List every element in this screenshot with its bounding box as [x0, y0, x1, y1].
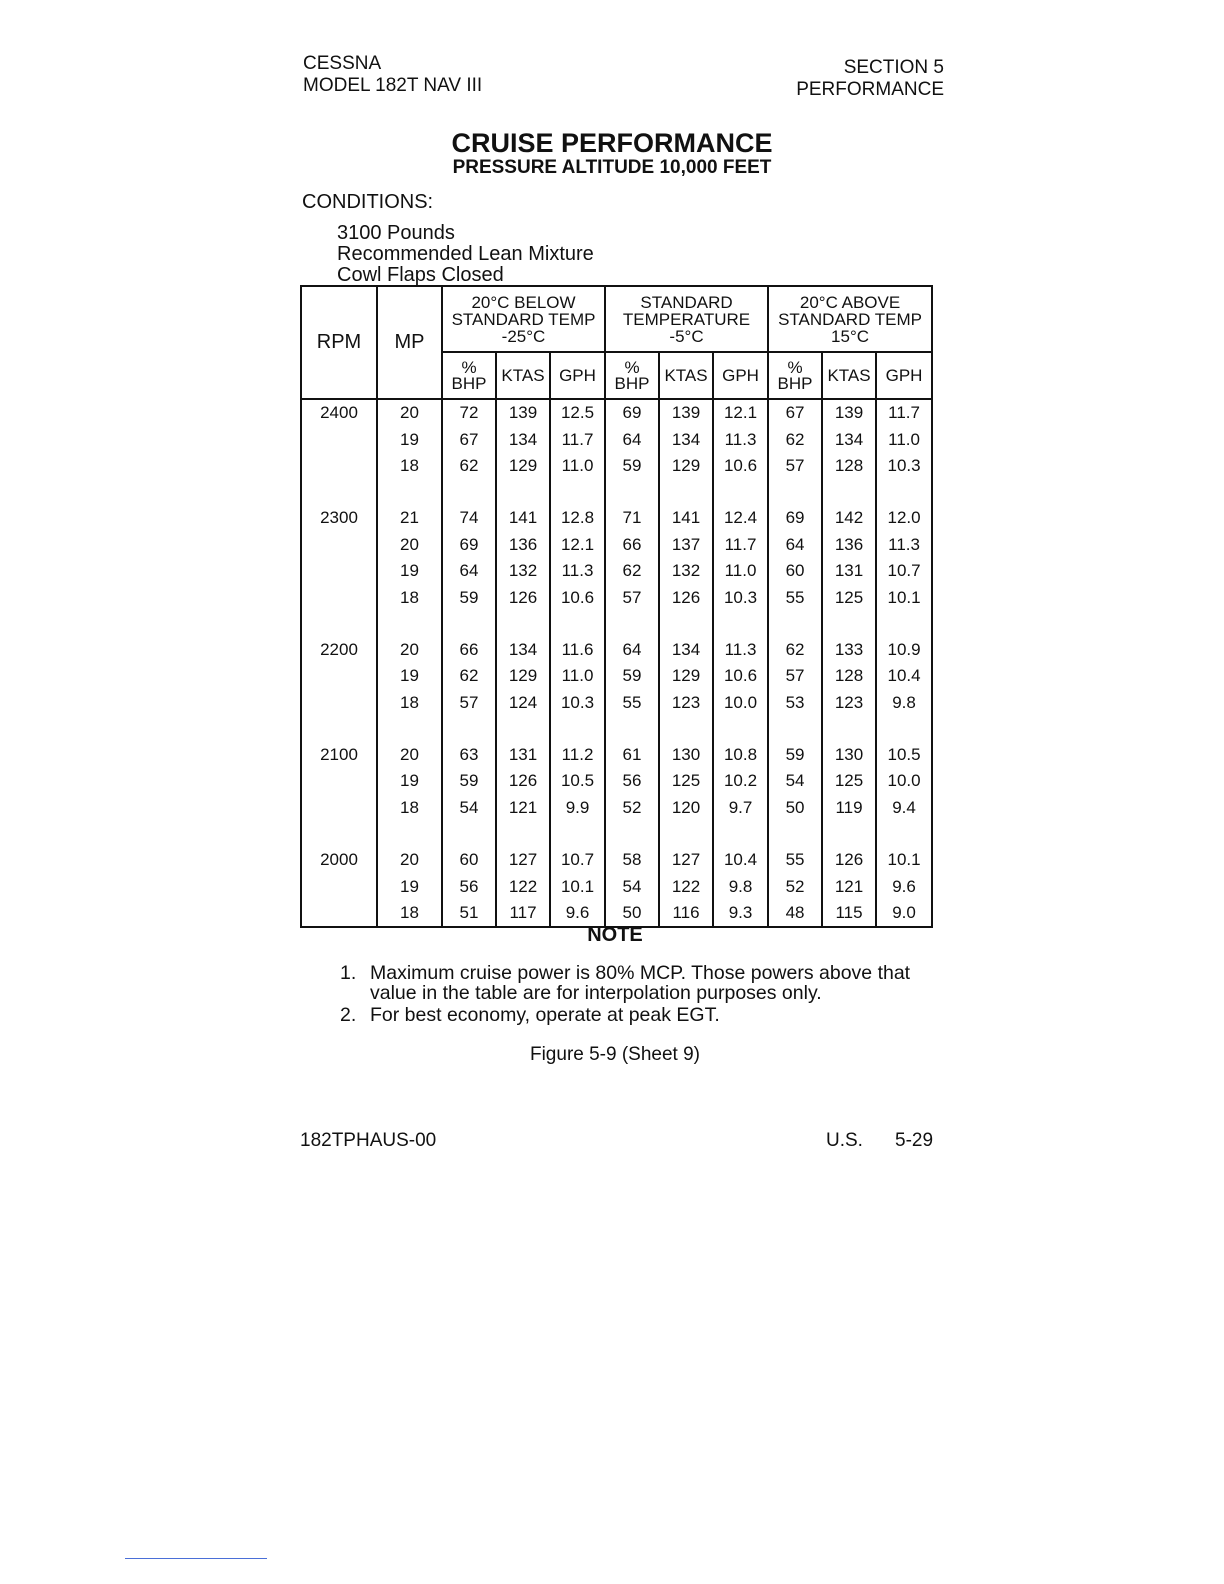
condition-mixture: Recommended Lean Mixture	[337, 243, 594, 265]
value-cell: 128	[822, 453, 876, 479]
table-row	[301, 768, 932, 794]
value-cell: 126	[496, 584, 550, 610]
value-cell: 51	[442, 900, 496, 927]
manufacturer: CESSNA	[303, 53, 382, 74]
value-cell: 59	[442, 584, 496, 610]
value-cell: 139	[496, 399, 550, 426]
group-standard-line1: STANDARD	[640, 292, 733, 312]
value-cell: 55	[768, 584, 822, 610]
value-cell: 11.0	[550, 453, 605, 479]
value-cell: 125	[659, 768, 713, 794]
spacer-cell	[876, 716, 932, 742]
group-header-above	[768, 286, 932, 352]
value-cell: 52	[768, 873, 822, 899]
value-cell: 11.0	[876, 426, 932, 452]
mp-cell: 19	[377, 663, 442, 689]
value-cell: 64	[605, 637, 659, 663]
value-cell: 123	[659, 690, 713, 716]
mp-cell: 18	[377, 795, 442, 821]
value-cell: 56	[605, 768, 659, 794]
value-cell: 134	[496, 637, 550, 663]
value-cell: 11.3	[550, 558, 605, 584]
mp-cell: 20	[377, 742, 442, 768]
value-cell: 11.7	[713, 532, 768, 558]
edition-label: U.S.	[826, 1130, 863, 1151]
value-cell: 10.7	[550, 847, 605, 873]
value-cell: 10.0	[876, 768, 932, 794]
value-cell: 10.4	[713, 847, 768, 873]
value-cell: 10.5	[876, 742, 932, 768]
group-below-line3: -25°C	[501, 326, 546, 346]
value-cell: 71	[605, 505, 659, 531]
value-cell: 129	[659, 453, 713, 479]
mp-cell: 18	[377, 900, 442, 927]
value-cell: 10.8	[713, 742, 768, 768]
value-cell: 126	[659, 584, 713, 610]
value-cell: 128	[822, 663, 876, 689]
value-cell: 122	[659, 873, 713, 899]
value-cell: 10.5	[550, 768, 605, 794]
value-cell: 63	[442, 742, 496, 768]
table-row	[301, 637, 932, 663]
value-cell: 64	[768, 532, 822, 558]
table-row	[301, 663, 932, 689]
value-cell: 12.4	[713, 505, 768, 531]
condition-weight: 3100 Pounds	[337, 222, 455, 244]
spacer-cell	[713, 479, 768, 505]
value-cell: 69	[442, 532, 496, 558]
value-cell: 127	[659, 847, 713, 873]
value-cell: 56	[442, 873, 496, 899]
table-row	[301, 795, 932, 821]
spacer-cell	[659, 479, 713, 505]
value-cell: 10.7	[876, 558, 932, 584]
value-cell: 132	[496, 558, 550, 584]
rpm-cell	[301, 532, 377, 558]
value-cell: 10.6	[713, 663, 768, 689]
value-cell: 62	[442, 663, 496, 689]
value-cell: 116	[659, 900, 713, 927]
spacer-cell	[377, 611, 442, 637]
value-cell: 10.3	[550, 690, 605, 716]
sub-header-bhp: % BHP	[442, 352, 496, 399]
spacer-row	[301, 611, 932, 637]
value-cell: 12.0	[876, 505, 932, 531]
mp-cell: 20	[377, 532, 442, 558]
spacer-cell	[768, 716, 822, 742]
spacer-cell	[876, 479, 932, 505]
value-cell: 57	[768, 663, 822, 689]
value-cell: 59	[442, 768, 496, 794]
group-header-standard	[605, 286, 768, 352]
value-cell: 10.6	[550, 584, 605, 610]
value-cell: 120	[659, 795, 713, 821]
value-cell: 137	[659, 532, 713, 558]
col-header-mp: MP	[377, 286, 442, 399]
spacer-cell	[876, 821, 932, 847]
rpm-cell	[301, 453, 377, 479]
spacer-cell	[496, 479, 550, 505]
table-row	[301, 453, 932, 479]
value-cell: 74	[442, 505, 496, 531]
rpm-cell	[301, 768, 377, 794]
spacer-cell	[301, 611, 377, 637]
header-left	[303, 53, 482, 97]
value-cell: 62	[605, 558, 659, 584]
table-row	[301, 426, 932, 452]
value-cell: 11.3	[876, 532, 932, 558]
value-cell: 142	[822, 505, 876, 531]
value-cell: 9.9	[550, 795, 605, 821]
group-standard-line3: -5°C	[669, 326, 704, 346]
value-cell: 64	[442, 558, 496, 584]
rpm-cell	[301, 873, 377, 899]
value-cell: 134	[659, 637, 713, 663]
spacer-cell	[822, 611, 876, 637]
value-cell: 134	[659, 426, 713, 452]
value-cell: 10.0	[713, 690, 768, 716]
value-cell: 60	[442, 847, 496, 873]
value-cell: 10.3	[876, 453, 932, 479]
sub-header-bhp: % BHP	[605, 352, 659, 399]
spacer-cell	[550, 821, 605, 847]
note-text: Maximum cruise power is 80% MCP. Those powers above that value in the table are for interpolation purposes only.	[370, 962, 911, 1004]
value-cell: 59	[768, 742, 822, 768]
value-cell: 124	[496, 690, 550, 716]
spacer-cell	[605, 479, 659, 505]
mp-cell: 18	[377, 453, 442, 479]
value-cell: 9.6	[550, 900, 605, 927]
value-cell: 10.9	[876, 637, 932, 663]
mp-cell: 19	[377, 426, 442, 452]
note-list	[340, 962, 940, 1026]
value-cell: 10.4	[876, 663, 932, 689]
value-cell: 9.7	[713, 795, 768, 821]
table-row	[301, 558, 932, 584]
value-cell: 57	[605, 584, 659, 610]
value-cell: 121	[822, 873, 876, 899]
sub-header-ktas: KTAS	[659, 352, 713, 399]
value-cell: 48	[768, 900, 822, 927]
value-cell: 62	[442, 453, 496, 479]
spacer-cell	[605, 716, 659, 742]
value-cell: 12.1	[713, 399, 768, 426]
value-cell: 54	[605, 873, 659, 899]
value-cell: 136	[822, 532, 876, 558]
spacer-cell	[822, 479, 876, 505]
spacer-cell	[377, 716, 442, 742]
value-cell: 11.6	[550, 637, 605, 663]
spacer-cell	[605, 821, 659, 847]
spacer-cell	[496, 821, 550, 847]
value-cell: 11.0	[713, 558, 768, 584]
rpm-cell: 2000	[320, 850, 358, 870]
value-cell: 125	[822, 584, 876, 610]
spacer-cell	[768, 611, 822, 637]
group-above-line3: 15°C	[831, 326, 870, 346]
page-subtitle: PRESSURE ALTITUDE 10,000 FEET	[452, 157, 772, 178]
spacer-cell	[301, 821, 377, 847]
value-cell: 117	[496, 900, 550, 927]
value-cell: 126	[496, 768, 550, 794]
spacer-cell	[822, 716, 876, 742]
page-number: 5-29	[895, 1130, 934, 1151]
value-cell: 127	[496, 847, 550, 873]
group-above-line2: STANDARD TEMP	[778, 309, 922, 329]
spacer-cell	[377, 821, 442, 847]
value-cell: 129	[496, 663, 550, 689]
value-cell: 129	[659, 663, 713, 689]
table-row	[301, 399, 932, 426]
mp-cell: 20	[377, 637, 442, 663]
value-cell: 69	[605, 399, 659, 426]
sub-header-ktas: KTAS	[496, 352, 550, 399]
value-cell: 11.7	[550, 426, 605, 452]
value-cell: 129	[496, 453, 550, 479]
group-above-line1: 20°C ABOVE	[799, 292, 901, 312]
value-cell: 121	[496, 795, 550, 821]
value-cell: 9.3	[713, 900, 768, 927]
value-cell: 9.4	[876, 795, 932, 821]
value-cell: 9.8	[876, 690, 932, 716]
spacer-cell	[768, 479, 822, 505]
sub-header-bhp: % BHP	[768, 352, 822, 399]
value-cell: 125	[822, 768, 876, 794]
table-row	[301, 847, 932, 873]
spacer-cell	[550, 716, 605, 742]
spacer-cell	[713, 611, 768, 637]
spacer-cell	[377, 479, 442, 505]
spacer-cell	[713, 716, 768, 742]
section-title: PERFORMANCE	[796, 79, 944, 100]
figure-caption: Figure 5-9 (Sheet 9)	[529, 1044, 701, 1065]
value-cell: 12.8	[550, 505, 605, 531]
value-cell: 10.1	[876, 847, 932, 873]
value-cell: 12.5	[550, 399, 605, 426]
mp-cell: 18	[377, 584, 442, 610]
spacer-cell	[301, 716, 377, 742]
page-title: CRUISE PERFORMANCE	[451, 128, 773, 158]
value-cell: 131	[496, 742, 550, 768]
conditions-label: CONDITIONS:	[302, 191, 434, 213]
table-body	[301, 399, 932, 927]
value-cell: 126	[822, 847, 876, 873]
value-cell: 10.6	[713, 453, 768, 479]
value-cell: 10.2	[713, 768, 768, 794]
value-cell: 72	[442, 399, 496, 426]
value-cell: 62	[768, 426, 822, 452]
mp-cell: 19	[377, 873, 442, 899]
section-number: SECTION 5	[843, 57, 944, 78]
value-cell: 66	[605, 532, 659, 558]
value-cell: 122	[496, 873, 550, 899]
spacer-cell	[822, 821, 876, 847]
cruise-performance-table	[300, 285, 933, 928]
mp-cell: 19	[377, 558, 442, 584]
spacer-cell	[550, 611, 605, 637]
mp-cell: 20	[377, 847, 442, 873]
value-cell: 54	[442, 795, 496, 821]
value-cell: 10.1	[550, 873, 605, 899]
spacer-cell	[659, 716, 713, 742]
value-cell: 9.8	[713, 873, 768, 899]
mp-cell: 20	[377, 399, 442, 426]
value-cell: 134	[822, 426, 876, 452]
value-cell: 57	[442, 690, 496, 716]
value-cell: 11.7	[876, 399, 932, 426]
value-cell: 139	[822, 399, 876, 426]
value-cell: 10.3	[713, 584, 768, 610]
value-cell: 141	[496, 505, 550, 531]
value-cell: 9.0	[876, 900, 932, 927]
value-cell: 12.1	[550, 532, 605, 558]
spacer-cell	[496, 611, 550, 637]
value-cell: 131	[822, 558, 876, 584]
spacer-cell	[550, 479, 605, 505]
value-cell: 134	[496, 426, 550, 452]
table-row	[301, 584, 932, 610]
note-text: For best economy, operate at peak EGT.	[370, 1004, 720, 1026]
group-below-line2: STANDARD TEMP	[451, 309, 596, 329]
spacer-cell	[301, 479, 377, 505]
divider-line	[125, 1558, 267, 1559]
spacer-cell	[442, 479, 496, 505]
spacer-cell	[442, 716, 496, 742]
table-row	[301, 532, 932, 558]
spacer-cell	[659, 611, 713, 637]
rpm-cell	[301, 558, 377, 584]
spacer-cell	[713, 821, 768, 847]
value-cell: 67	[442, 426, 496, 452]
value-cell: 60	[768, 558, 822, 584]
value-cell: 132	[659, 558, 713, 584]
value-cell: 64	[605, 426, 659, 452]
spacer-cell	[605, 611, 659, 637]
value-cell: 11.0	[550, 663, 605, 689]
rpm-cell	[301, 426, 377, 452]
rpm-cell: 2400	[320, 403, 358, 423]
spacer-row	[301, 479, 932, 505]
value-cell: 62	[768, 637, 822, 663]
mp-cell: 21	[377, 505, 442, 531]
sub-header-gph: GPH	[550, 352, 605, 399]
value-cell: 54	[768, 768, 822, 794]
value-cell: 67	[768, 399, 822, 426]
value-cell: 141	[659, 505, 713, 531]
value-cell: 59	[605, 453, 659, 479]
value-cell: 115	[822, 900, 876, 927]
model: MODEL 182T NAV III	[303, 75, 483, 96]
table-row	[301, 742, 932, 768]
rpm-cell: 2200	[320, 639, 358, 659]
spacer-cell	[876, 611, 932, 637]
value-cell: 11.3	[713, 426, 768, 452]
document-id: 182TPHAUS-00	[300, 1130, 437, 1151]
group-header-below	[442, 286, 605, 352]
value-cell: 55	[605, 690, 659, 716]
value-cell: 55	[768, 847, 822, 873]
spacer-row	[301, 821, 932, 847]
value-cell: 130	[659, 742, 713, 768]
value-cell: 139	[659, 399, 713, 426]
mp-cell: 19	[377, 768, 442, 794]
sub-header-gph: GPH	[876, 352, 932, 399]
spacer-cell	[496, 716, 550, 742]
value-cell: 50	[768, 795, 822, 821]
table-row	[301, 690, 932, 716]
value-cell: 9.6	[876, 873, 932, 899]
value-cell: 58	[605, 847, 659, 873]
col-header-rpm: RPM	[301, 286, 377, 399]
note-heading: NOTE	[587, 924, 643, 946]
sub-header-ktas: KTAS	[822, 352, 876, 399]
value-cell: 69	[768, 505, 822, 531]
table-row	[301, 505, 932, 531]
mp-cell: 18	[377, 690, 442, 716]
rpm-cell	[301, 584, 377, 610]
value-cell: 57	[768, 453, 822, 479]
spacer-cell	[442, 611, 496, 637]
conditions-list	[337, 223, 594, 286]
value-cell: 52	[605, 795, 659, 821]
value-cell: 59	[605, 663, 659, 689]
table-row	[301, 873, 932, 899]
value-cell: 10.1	[876, 584, 932, 610]
spacer-row	[301, 716, 932, 742]
value-cell: 11.2	[550, 742, 605, 768]
value-cell: 123	[822, 690, 876, 716]
note-number: 1.	[340, 962, 357, 984]
value-cell: 133	[822, 637, 876, 663]
condition-cowl-flaps: Cowl Flaps Closed	[337, 264, 504, 286]
value-cell: 53	[768, 690, 822, 716]
rpm-cell: 2300	[320, 508, 358, 528]
spacer-cell	[659, 821, 713, 847]
group-below-line1: 20°C BELOW	[471, 292, 576, 312]
note-number: 2.	[340, 1004, 357, 1026]
header-right	[796, 57, 944, 101]
rpm-cell	[301, 690, 377, 716]
value-cell: 130	[822, 742, 876, 768]
group-standard-line2: TEMPERATURE	[622, 309, 751, 329]
spacer-cell	[768, 821, 822, 847]
value-cell: 136	[496, 532, 550, 558]
value-cell: 119	[822, 795, 876, 821]
value-cell: 11.3	[713, 637, 768, 663]
rpm-cell: 2100	[320, 745, 358, 765]
sub-header-gph: GPH	[713, 352, 768, 399]
value-cell: 66	[442, 637, 496, 663]
value-cell: 61	[605, 742, 659, 768]
rpm-cell	[301, 795, 377, 821]
value-cell: 50	[605, 900, 659, 927]
rpm-cell	[301, 663, 377, 689]
spacer-cell	[442, 821, 496, 847]
